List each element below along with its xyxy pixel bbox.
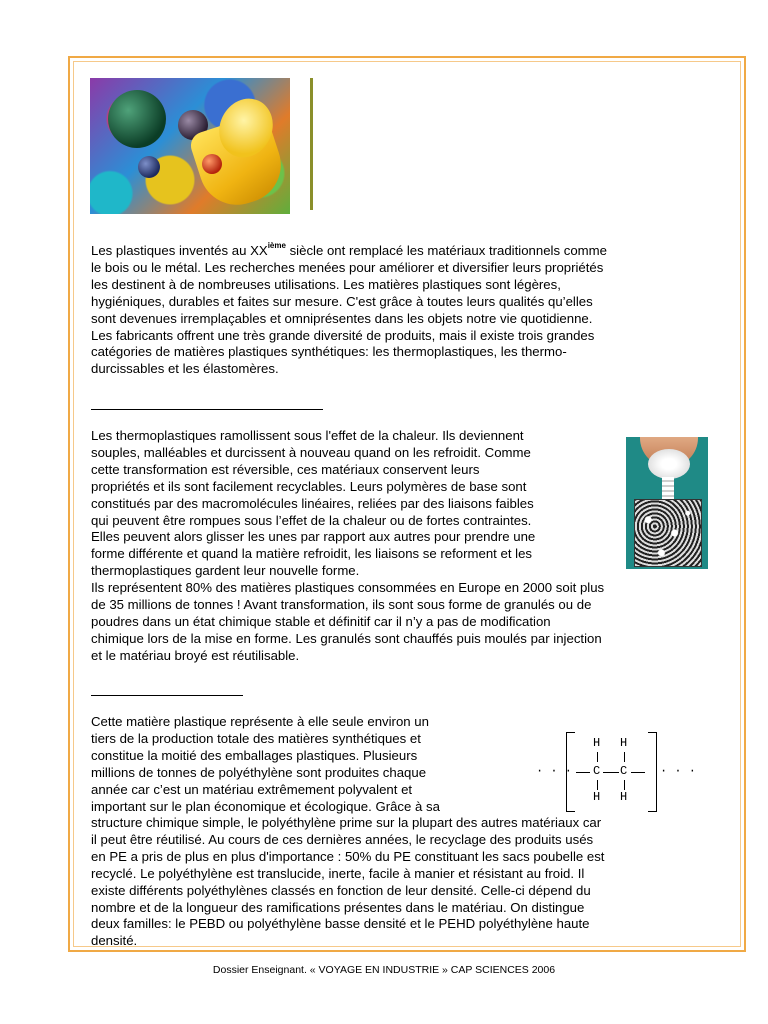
section-divider-1 bbox=[91, 409, 323, 410]
polyethylene-paragraph-a: Cette matière plastique représente à elle seule environ un tiers de la production totale des matières synthétiques et constitue la moitié des emballages plastiques. Plusieurs millions de tonnes de polyéthylène sont produites chaque année car c’est un matériau extrêmement polyvalent et important sur le plan économique et écologique. Grâce à sa bbox=[91, 714, 440, 814]
polyethylene-paragraph-b: structure chimique simple, le polyéthylène prime sur la plupart des autres matériaux car il peut être réutilisé. Au cours de ces dernières années, le recyclage des produits usés en PE a pris de plus en plus d'importance : 50% du PE constituant les sacs poubelle est recyclé. Le polyéthylène est translucide, inerte, facile à manier et résistant au froid. Il existe différents polyéthylènes classés en fonction de leur densité. Celle-ci dépend du nombre et de la longueur des ramifications présentes dans le matériau. On distingue deux familles: le PEBD ou polyéthylène basse densité et le PEHD polyéthylène haute densité. bbox=[91, 815, 605, 949]
atom-h-top-2: H bbox=[620, 736, 628, 750]
thermoplastics-paragraph-b: Ils représentent 80% des matières plastiques consommées en Europe en 2000 soit plus de 35 millions de tonnes ! Avant transformation, ils sont sous forme de granulés ou de poudres dans un état chimique stable et définitif car il n’y a pas de modification chimique lors de la mise en forme. Les granulés sont chauffés puis moulés par injection et le matériau broyé est réutilisable. bbox=[91, 580, 605, 663]
formula-dots-right: · · · bbox=[660, 764, 697, 778]
atom-c-1: C bbox=[593, 764, 601, 778]
atom-h-bottom-1: H bbox=[593, 790, 601, 804]
formula-dots-left: · · · bbox=[536, 764, 573, 778]
pellets-photo bbox=[626, 437, 708, 569]
polyethylene-formula bbox=[536, 732, 696, 812]
accent-bar bbox=[310, 78, 313, 210]
atom-h-top-1: H bbox=[593, 736, 601, 750]
thermoplastics-paragraph-a: Les thermoplastiques ramollissent sous l'effet de la chaleur. Ils deviennent souples, malléables et durcissent à nouveau quand on les refroidit. Comme cette transformation est réversible, ces matériaux conservent leurs propriétés et ils sont facilement recyclables. Leurs polymères de base sont constitués par des macromolécules linéaires, reliées par des liaisons faibles qui peuvent être rompues sous l’effet de la chaleur ou de fortes contraintes. Elles peuvent alors glisser les unes par rapport aux autres pour prendre une forme différente et quand la matière refroidit, les liaisons se reforment et les thermoplastiques gardent leur nouvelle forme. bbox=[91, 428, 536, 579]
atom-c-2: C bbox=[620, 764, 628, 778]
formula-right-bracket bbox=[648, 732, 657, 812]
intro-line-1: Les plastiques inventés au XXième siècle ont remplacé les matériaux traditionnels comme bbox=[91, 241, 607, 258]
intro-paragraph: Les plastiques inventés au XXième siècle ont remplacé les matériaux traditionnels comme le bois ou le métal. Les recherches menées pour améliorer et diversifier leurs propriétés les destinent à de nombreuses utilisations. Les matières plastiques sont légères, hygiéniques, durables et faites sur mesure. C'est grâce à toutes leurs qualités qu’elles sont devenues irremplaçables et omniprésentes dans les objets notre vie quotidienne. Les fabricants offrent une très grande diversité de produits, mais il existe trois grandes catégories de matières plastiques synthétiques: les thermoplastiques, les thermo- durcissables et les élastomères. bbox=[91, 243, 698, 378]
page-footer: Dossier Enseignant. « VOYAGE EN INDUSTRIE » CAP SCIENCES 2006 bbox=[212, 964, 556, 976]
section-divider-2 bbox=[91, 695, 243, 696]
plastics-photo bbox=[90, 78, 290, 214]
atom-h-bottom-2: H bbox=[620, 790, 628, 804]
